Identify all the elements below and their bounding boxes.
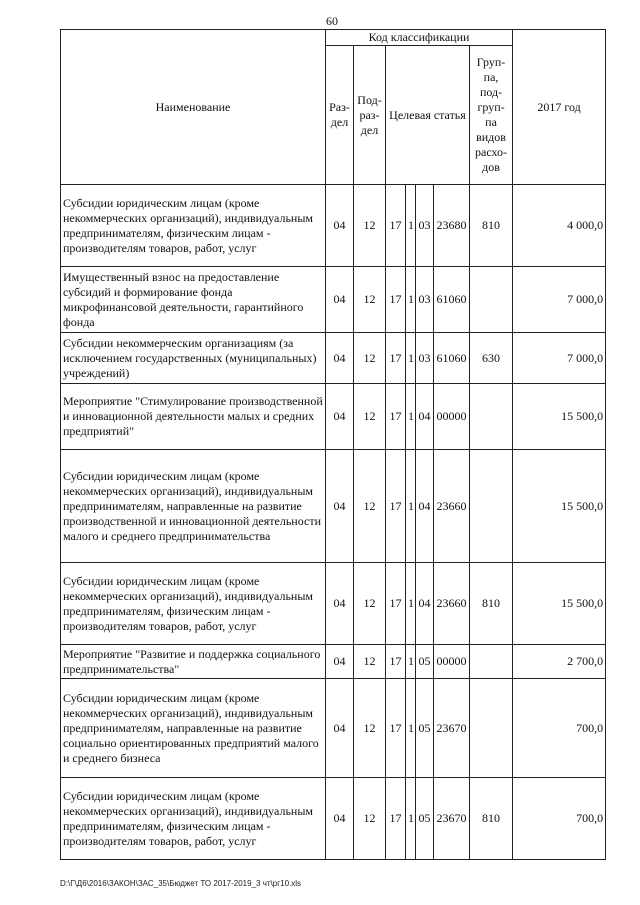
file-path-footer: D:\Г\Д6\2016\ЗАКОН\ЗАС_35\Бюджет ТО 2017-2019_3 чт\рг10.xls <box>60 879 302 888</box>
header-row-top <box>61 30 606 46</box>
table-row <box>61 778 606 860</box>
row-amount: 700,0 <box>513 679 606 778</box>
row-target-1: 17 <box>386 267 406 333</box>
table-row <box>61 333 606 384</box>
row-vid <box>470 645 513 679</box>
row-amount: 700,0 <box>513 778 606 860</box>
row-name: Субсидии юридическим лицам (кроме некоммерческих организаций), индивидуальным предпринимателям, физическим лицам - производителям товаров, работ, услуг <box>61 185 326 267</box>
row-target-2: 1 <box>406 450 416 563</box>
row-vid <box>470 384 513 450</box>
row-target-4: 00000 <box>434 384 470 450</box>
header-subsection: Под- раз- дел <box>354 46 386 185</box>
table-row <box>61 450 606 563</box>
table-row <box>61 679 606 778</box>
row-vid <box>470 267 513 333</box>
row-vid <box>470 679 513 778</box>
row-vid: 810 <box>470 185 513 267</box>
row-razdel: 04 <box>326 185 354 267</box>
row-target-2: 1 <box>406 563 416 645</box>
row-razdel: 04 <box>326 450 354 563</box>
row-target-4: 23670 <box>434 778 470 860</box>
row-target-3: 05 <box>416 645 434 679</box>
row-amount: 4 000,0 <box>513 185 606 267</box>
row-podrazdel: 12 <box>354 778 386 860</box>
row-target-1: 17 <box>386 384 406 450</box>
row-target-3: 03 <box>416 185 434 267</box>
row-razdel: 04 <box>326 563 354 645</box>
row-target-4: 23660 <box>434 450 470 563</box>
page-number: 60 <box>326 14 338 28</box>
row-target-3: 04 <box>416 563 434 645</box>
budget-table <box>60 29 606 860</box>
table-row <box>61 645 606 679</box>
row-razdel: 04 <box>326 778 354 860</box>
row-target-3: 03 <box>416 333 434 384</box>
row-target-2: 1 <box>406 267 416 333</box>
row-razdel: 04 <box>326 333 354 384</box>
row-target-3: 05 <box>416 778 434 860</box>
row-target-2: 1 <box>406 333 416 384</box>
row-razdel: 04 <box>326 645 354 679</box>
row-target-2: 1 <box>406 185 416 267</box>
row-vid: 630 <box>470 333 513 384</box>
header-target: Целевая статья <box>386 46 470 185</box>
row-name: Мероприятие "Стимулирование производственной и инновационной деятельности малых и средних предприятий" <box>61 384 326 450</box>
row-podrazdel: 12 <box>354 563 386 645</box>
row-target-1: 17 <box>386 679 406 778</box>
row-name: Мероприятие "Развитие и поддержка социального предпринимательства" <box>61 645 326 679</box>
header-code: Код классификации <box>326 30 513 46</box>
header-year: 2017 год <box>513 30 606 185</box>
row-target-4: 61060 <box>434 267 470 333</box>
row-target-2: 1 <box>406 645 416 679</box>
table-row <box>61 563 606 645</box>
row-target-3: 05 <box>416 679 434 778</box>
row-target-2: 1 <box>406 778 416 860</box>
row-target-1: 17 <box>386 563 406 645</box>
row-amount: 7 000,0 <box>513 333 606 384</box>
row-name: Имущественный взнос на предоставление субсидий и формирование фонда микрофинансовой деятельности, гарантийного фонда <box>61 267 326 333</box>
row-razdel: 04 <box>326 384 354 450</box>
row-target-4: 61060 <box>434 333 470 384</box>
row-razdel: 04 <box>326 679 354 778</box>
row-target-4: 23680 <box>434 185 470 267</box>
row-podrazdel: 12 <box>354 450 386 563</box>
row-razdel: 04 <box>326 267 354 333</box>
row-target-1: 17 <box>386 333 406 384</box>
row-podrazdel: 12 <box>354 267 386 333</box>
row-target-4: 23670 <box>434 679 470 778</box>
header-section: Раз- дел <box>326 46 354 185</box>
row-target-3: 04 <box>416 384 434 450</box>
table-row <box>61 267 606 333</box>
table-row <box>61 384 606 450</box>
row-amount: 15 500,0 <box>513 450 606 563</box>
row-podrazdel: 12 <box>354 645 386 679</box>
table-row <box>61 185 606 267</box>
row-target-4: 00000 <box>434 645 470 679</box>
row-podrazdel: 12 <box>354 185 386 267</box>
row-name: Субсидии юридическим лицам (кроме некоммерческих организаций), индивидуальным предпринимателям, направленные на развитие производственной и инновационной деятельности малого и среднего предпринимательства <box>61 450 326 563</box>
row-amount: 2 700,0 <box>513 645 606 679</box>
row-podrazdel: 12 <box>354 679 386 778</box>
row-target-1: 17 <box>386 450 406 563</box>
row-target-1: 17 <box>386 778 406 860</box>
row-target-4: 23660 <box>434 563 470 645</box>
row-vid: 810 <box>470 778 513 860</box>
row-podrazdel: 12 <box>354 333 386 384</box>
row-target-2: 1 <box>406 384 416 450</box>
row-vid <box>470 450 513 563</box>
row-amount: 15 500,0 <box>513 563 606 645</box>
row-name: Субсидии юридическим лицам (кроме некоммерческих организаций), индивидуальным предпринимателям, физическим лицам - производителям товаров, работ, услуг <box>61 563 326 645</box>
row-target-2: 1 <box>406 679 416 778</box>
row-target-1: 17 <box>386 185 406 267</box>
row-name: Субсидии юридическим лицам (кроме некоммерческих организаций), индивидуальным предпринимателям, направленные на развитие социально ориентированных предприятий малого и среднего бизнеса <box>61 679 326 778</box>
row-name: Субсидии юридическим лицам (кроме некоммерческих организаций), индивидуальным предпринимателям, физическим лицам - производителям товаров, работ, услуг <box>61 778 326 860</box>
row-amount: 15 500,0 <box>513 384 606 450</box>
row-target-1: 17 <box>386 645 406 679</box>
header-name: Наименование <box>61 30 326 185</box>
row-amount: 7 000,0 <box>513 267 606 333</box>
row-name: Субсидии некоммерческим организациям (за исключением государственных (муниципальных) учреждений) <box>61 333 326 384</box>
row-podrazdel: 12 <box>354 384 386 450</box>
header-group: Груп- па, под- груп- па видов расхо- дов <box>470 46 513 185</box>
row-vid: 810 <box>470 563 513 645</box>
row-target-3: 04 <box>416 450 434 563</box>
row-target-3: 03 <box>416 267 434 333</box>
